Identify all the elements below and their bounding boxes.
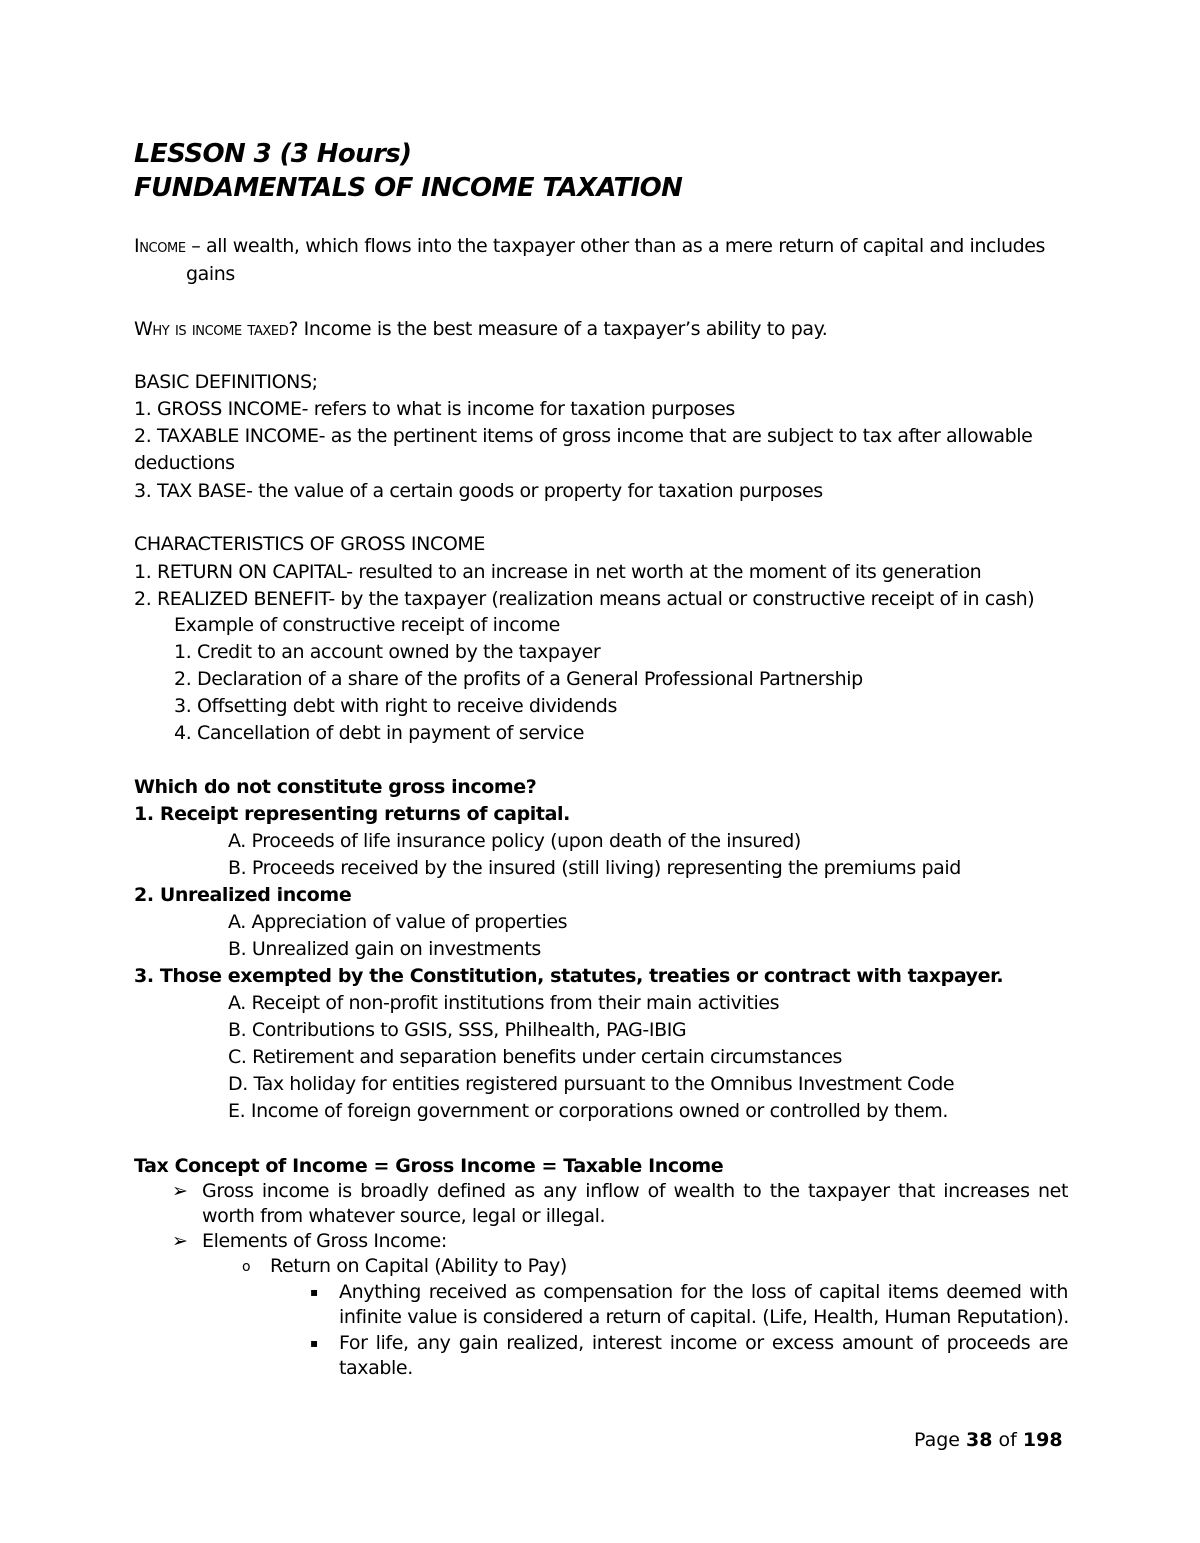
why-income-taxed	[134, 317, 827, 341]
square-bullet-icon: ▪	[310, 1336, 318, 1350]
income-definition-continued: gains	[186, 263, 235, 285]
life-gain-line: For life, any gain realized, interest income or excess amount of proceeds are	[339, 1332, 1068, 1354]
life-gain-line: taxable.	[339, 1357, 413, 1379]
exclusion-group-title: 1. Receipt representing returns of capital.	[134, 803, 570, 825]
exclusion-item: B. Contributions to GSIS, SSS, Philhealth, PAG-IBIG	[228, 1019, 687, 1041]
exclusion-item: A. Proceeds of life insurance policy (upon death of the insured)	[228, 830, 801, 852]
example-item: 3. Offsetting debt with right to receive dividends	[174, 695, 617, 717]
characteristic-term: 1. RETURN ON CAPITAL	[134, 561, 347, 583]
not-gross-heading: Which do not constitute gross income?	[134, 776, 537, 798]
basic-definitions-heading: BASIC DEFINITIONS;	[134, 371, 318, 393]
elements-of-gross-income: Elements of Gross Income:	[202, 1230, 447, 1252]
exclusion-item: B. Proceeds received by the insured (still living) representing the premiums paid	[228, 857, 961, 879]
gross-income-definition-line: worth from whatever source, legal or illegal.	[202, 1205, 606, 1227]
return-on-capital: Return on Capital (Ability to Pay)	[270, 1255, 567, 1277]
square-bullet-icon: ▪	[310, 1285, 318, 1299]
of-label: of	[992, 1429, 1023, 1451]
tax-concept-heading: Tax Concept of Income = Gross Income = Taxable Income	[134, 1155, 724, 1177]
income-definition	[134, 234, 1045, 258]
exclusion-item: E. Income of foreign government or corporations owned or controlled by them.	[228, 1100, 948, 1122]
characteristic-text: - by the taxpayer (realization means actual or constructive receipt of in cash)	[328, 588, 1035, 610]
characteristic-term: 2. REALIZED BENEFIT	[134, 588, 329, 610]
definition-item	[134, 397, 735, 421]
exclusion-item: A. Receipt of non-profit institutions from their main activities	[228, 992, 780, 1014]
definition-text: - the value of a certain goods or property for taxation purposes	[246, 480, 823, 502]
page-number: 38	[966, 1429, 993, 1451]
why-question: Why is income taxed?	[134, 318, 299, 340]
characteristic-item	[134, 587, 1034, 611]
exclusion-item: B. Unrealized gain on investments	[228, 938, 541, 960]
return-of-capital-line: Anything received as compensation for the loss of capital items deemed with	[339, 1281, 1068, 1303]
gross-income-definition-line: Gross income is broadly defined as any inflow of wealth to the taxpayer that increases net	[202, 1180, 1068, 1202]
income-term: Income	[134, 235, 186, 257]
example-item: 4. Cancellation of debt in payment of service	[174, 722, 584, 744]
exclusion-item: C. Retirement and separation benefits under certain circumstances	[228, 1046, 842, 1068]
characteristic-text: - resulted to an increase in net worth at the moment of its generation	[346, 561, 982, 583]
income-definition-text: – all wealth, which flows into the taxpayer other than as a mere return of capital and includes	[185, 235, 1046, 257]
arrow-bullet-icon: ➢	[172, 1230, 188, 1252]
definition-item	[134, 424, 1032, 448]
example-item: 1. Credit to an account owned by the taxpayer	[174, 641, 601, 663]
arrow-bullet-icon: ➢	[172, 1180, 188, 1202]
definition-term: 1. GROSS INCOME	[134, 398, 302, 420]
definition-text: - as the pertinent items of gross income that are subject to tax after allowable	[318, 425, 1033, 447]
example-item: 2. Declaration of a share of the profits of a General Professional Partnership	[174, 668, 863, 690]
page-label: Page	[914, 1429, 967, 1451]
why-answer: Income is the best measure of a taxpayer’s ability to pay.	[298, 318, 828, 340]
definition-text: - refers to what is income for taxation purposes	[301, 398, 735, 420]
definition-item	[134, 479, 823, 503]
characteristics-heading: CHARACTERISTICS OF GROSS INCOME	[134, 533, 485, 555]
exclusion-item: A. Appreciation of value of properties	[228, 911, 568, 933]
example-heading: Example of constructive receipt of income	[174, 614, 560, 636]
definition-item-continued: deductions	[134, 452, 235, 474]
lesson-title: LESSON 3 (3 Hours)	[134, 139, 412, 169]
definition-term: 2. TAXABLE INCOME	[134, 425, 319, 447]
page-footer	[914, 1428, 1063, 1452]
total-pages: 198	[1022, 1429, 1063, 1451]
circle-bullet-icon: o	[242, 1259, 251, 1275]
exclusion-item: D. Tax holiday for entities registered pursuant to the Omnibus Investment Code	[228, 1073, 955, 1095]
return-of-capital-line: infinite value is considered a return of capital. (Life, Health, Human Reputation).	[339, 1306, 1069, 1328]
exclusion-group-title: 2. Unrealized income	[134, 884, 352, 906]
definition-term: 3. TAX BASE	[134, 480, 247, 502]
exclusion-group-title: 3. Those exempted by the Constitution, statutes, treaties or contract with taxpayer.	[134, 965, 1004, 987]
characteristic-item	[134, 560, 981, 584]
lesson-subtitle: FUNDAMENTALS OF INCOME TAXATION	[134, 173, 683, 203]
